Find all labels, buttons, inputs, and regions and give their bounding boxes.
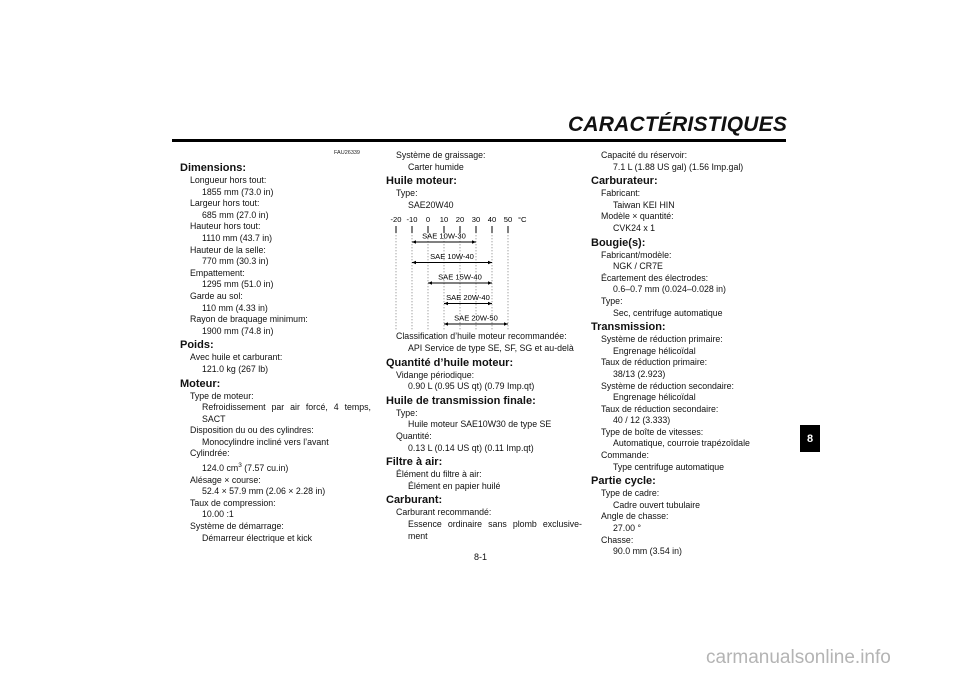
spec-label: Garde au sol: [190,290,243,301]
page-number: 8-1 [474,552,488,562]
spec-value: API Service de type SE, SF, SG et au-delà [408,342,574,353]
spec-label: Classification d’huile moteur recommandée: [396,331,567,342]
spec-label: Alésage × course: [190,474,261,485]
range-arrow-left [444,323,448,327]
range-arrow-left [412,241,416,245]
spec-label: Fabricant: [601,188,641,199]
spec-label: Système de graissage: [396,150,486,160]
heading-bougie: Bougie(s): [591,236,646,249]
spec-value: 1110 mm (43.7 in) [202,232,273,243]
spec-value: Engrenage hélicoïdal [613,392,696,403]
spec-value: 1295 mm (51.0 in) [202,279,274,290]
spec-value: Sec, centrifuge automatique [613,307,723,318]
spec-value: 52.4 × 57.9 mm (2.06 × 2.28 in) [202,486,326,497]
spec-label: Hauteur de la selle: [190,244,266,255]
heading-transmission: Transmission: [591,321,666,334]
spec-value: 770 mm (30.3 in) [202,256,269,267]
spec-value: 27.00 ° [613,523,641,534]
title-rule [172,139,786,142]
spec-label: Élément du filtre à air: [396,469,482,480]
spec-value: SACT [202,413,226,424]
spec-label: Fabricant/modèle: [601,249,672,260]
spec-label: Type: [396,188,418,199]
spec-value: Taiwan KEI HIN [613,199,675,210]
spec-value: 10.00 :1 [202,509,234,520]
spec-value: Démarreur électrique et kick [202,532,312,543]
spec-value: SAE20W40 [408,199,454,210]
spec-value: 1900 mm (74.8 in) [202,325,274,336]
spec-label: Taux de réduction secondaire: [601,403,719,414]
temperature-unit: °C [518,215,527,225]
temperature-tick-label: -10 [406,215,418,225]
spec-value: Automatique, courroie trapézoïdale [613,438,750,449]
spec-label: Écartement des électrodes: [601,272,709,283]
spec-label: Commande: [601,450,649,461]
cylindree-value: 124.0 cm [202,462,239,473]
temperature-tick-label: 10 [439,215,449,225]
range-arrow-left [444,302,448,306]
temperature-tick-label: 50 [503,215,513,225]
heading-huile-moteur: Huile moteur: [386,175,457,188]
spec-value: Essence ordinaire sans plomb exclusive- [408,518,582,529]
spec-label: Cylindrée: [190,448,230,459]
cube-superscript: 3 [238,462,242,470]
viscosity-grade-label: SAE 20W-50 [454,313,498,323]
range-arrow-right [488,302,492,306]
range-arrow-right [504,323,508,327]
spec-label: Taux de réduction primaire: [601,357,708,368]
column-3 [591,150,791,558]
spec-label: Longueur hors tout: [190,175,267,185]
spec-value: 110 mm (4.33 in) [202,302,268,313]
spec-label: Angle de chasse: [601,511,669,522]
heading-dimensions: Dimensions: [180,162,247,174]
range-arrow-left [428,282,432,286]
spec-label: Type de boîte de vitesses: [601,426,704,437]
spec-label: Empattement: [190,267,245,278]
spec-label: Disposition du ou des cylindres: [190,425,314,436]
heading-huile-transmission: Huile de transmission finale: [386,394,536,407]
viscosity-grade-label: SAE 15W-40 [438,272,482,282]
spec-label: Système de réduction primaire: [601,334,723,345]
spec-value: 40 / 12 (3.333) [613,415,671,426]
spec-value: Type centrifuge automatique [613,461,725,472]
viscosity-grade-label: SAE 10W-40 [430,252,474,262]
spec-label: Hauteur hors tout: [190,221,261,232]
column-2 [386,150,586,542]
spec-value: Refroidissement par air forcé, 4 temps, [202,402,371,413]
spec-label: Type: [601,295,623,306]
spec-value: 7.1 L (1.88 US gal) (1.56 Imp.gal) [613,161,744,172]
spec-value: Carter humide [408,161,464,172]
heading-carburateur: Carburateur: [591,175,658,188]
spec-value: CVK24 x 1 [613,222,656,233]
spec-value: NGK / CR7E [613,261,663,272]
heading-filtre-air: Filtre à air: [386,456,443,469]
spec-label: Rayon de braquage minimum: [190,314,308,325]
spec-label: Système de réduction secondaire: [601,380,735,391]
heading-quantite-huile: Quantité d’huile moteur: [386,356,514,369]
spec-value: 38/13 (2.923) [613,368,666,379]
oil-viscosity-chart [386,213,586,331]
watermark: carmanualsonline.info [706,647,891,668]
spec-label: Carburant recommandé: [396,507,492,518]
spec-value: ment [408,530,428,541]
range-arrow-right [472,241,476,245]
temperature-tick-label: 0 [425,215,431,225]
chapter-tab: 8 [800,425,820,452]
heading-carburant: Carburant: [386,494,443,507]
page-title: CARACTÉRISTIQUES [568,113,788,136]
heading-poids: Poids: [180,339,214,352]
range-arrow-right [488,261,492,265]
spec-value: Engrenage hélicoïdal [613,345,696,356]
spec-value: 90.0 mm (3.54 in) [613,546,682,557]
temperature-tick-label: -20 [390,215,402,225]
spec-value: 0.13 L (0.14 US qt) (0.11 Imp.qt) [408,442,534,453]
temperature-tick-label: 30 [471,215,481,225]
spec-value [180,460,375,475]
spec-label: Taux de compression: [190,497,276,508]
temperature-tick-label: 40 [487,215,497,225]
spec-value: Cadre ouvert tubulaire [613,499,701,510]
heading-partie-cycle: Partie cycle: [591,475,656,488]
spec-label: Capacité du réservoir: [601,150,688,160]
spec-label: Chasse: [601,534,634,545]
spec-value: 121.0 kg (267 lb) [202,363,269,374]
viscosity-grade-label: SAE 20W-40 [446,293,490,303]
spec-label: Modèle × quantité: [601,211,674,222]
heading-moteur: Moteur: [180,377,221,390]
spec-value: 1855 mm (73.0 in) [202,186,274,197]
spec-value: Élément en papier huilé [408,480,501,491]
spec-label: Système de démarrage: [190,520,284,531]
spec-value: 685 mm (27.0 in) [202,209,269,220]
column-1 [180,160,375,544]
spec-label: Avec huile et carburant: [190,352,283,363]
spec-label: Vidange périodique: [396,369,475,380]
temperature-tick-label: 20 [455,215,465,225]
spec-label: Largeur hors tout: [190,198,260,209]
range-arrow-left [412,261,416,265]
spec-value: 0.6–0.7 mm (0.024–0.028 in) [613,284,726,295]
spec-value: Monocylindre incliné vers l’avant [202,436,329,447]
range-arrow-right [488,282,492,286]
spec-label: Quantité: [396,430,432,441]
spec-label: Type de cadre: [601,488,660,499]
spec-value: Huile moteur SAE10W30 de type SE [408,419,552,430]
dimensions-list [180,175,375,337]
viscosity-grade-label: SAE 10W-30 [422,231,466,241]
section-code: FAU26339 [334,150,360,156]
cylindree-imperial: (7.57 cu.in) [241,462,289,473]
spec-value: 0.90 L (0.95 US qt) (0.79 Imp.qt) [408,381,535,392]
spec-label: Type de moteur: [190,390,254,401]
spec-label: Type: [396,407,418,418]
